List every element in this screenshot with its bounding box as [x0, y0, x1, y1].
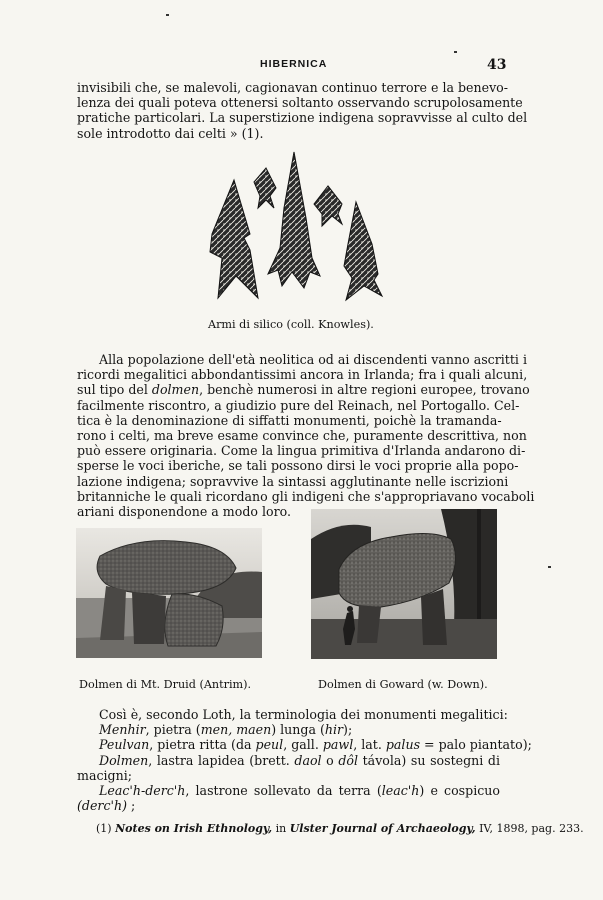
- footnote-journal: Ulster Journal of Archaeology,: [289, 822, 476, 835]
- page-number: 43: [487, 57, 507, 73]
- text-line: rono i celti, ma breve esame convince che, puramente descrittiva, non: [77, 428, 527, 444]
- arrowhead-icon: [268, 152, 320, 288]
- footnote-title: Notes on Irish Ethnology,: [115, 822, 273, 835]
- arrowhead-icon: [314, 186, 342, 226]
- footnote-number: (1): [96, 822, 112, 835]
- text-line: Leac'h-derc'h, lastrone sollevato da terra (leac'h) e cospicuo: [99, 783, 500, 799]
- text-line: Peulvan, pietra ritta (da peul, gall. pawl, lat. palus = palo piantato);: [99, 737, 532, 753]
- text-line: pratiche particolari. La superstizione indigena sopravvisse al culto del: [77, 110, 528, 126]
- scan-speck: [548, 566, 551, 568]
- arrowhead-icon: [254, 168, 276, 208]
- text-line: può essere originaria. Come la lingua primitiva d'Irlanda andarono di-: [77, 443, 526, 459]
- text-line: ariani disponendone a modo loro.: [77, 504, 291, 520]
- text-line: tica è la denominazione di siffatti monumenti, poichè la tramanda-: [77, 412, 502, 428]
- text-line: sul tipo del dolmen, benchè numerosi in altre regioni europee, trovano: [77, 382, 530, 398]
- text-line: lenza dei quali poteva ottenersi soltanto osservando scrupolosamente: [77, 95, 523, 111]
- text-line: Così è, secondo Loth, la terminologia dei monumenti megalitici:: [99, 707, 508, 722]
- text-line: Menhir, pietra (men, maen) lunga (hir);: [99, 722, 353, 738]
- text-line: Dolmen, lastra lapidea (brett. daol o dôl távola) su sostegni di: [99, 752, 500, 768]
- photo-caption-left: Dolmen di Mt. Druid (Antrim).: [79, 678, 252, 691]
- dolmen-mt-druid-photo: [76, 528, 262, 658]
- paragraph-3: [77, 707, 532, 814]
- text-line: sperse le voci iberiche, se tali possono dirsi le voci proprie alla popo-: [77, 458, 519, 474]
- text-line: invisibili che, se malevoli, cagionavan continuo terrore e la benevo-: [77, 80, 509, 95]
- term-peulvan: Peulvan: [99, 737, 150, 753]
- text-line: lazione indigena; sopravvive la sintassi agglutinante nelle iscrizioni: [77, 473, 509, 489]
- text-line: facilmente riscontro, a giudizio pure del Reinach, nel Portogallo. Cel-: [77, 397, 520, 413]
- scan-speck: [454, 51, 457, 53]
- text-line: sole introdotto dai celti » (1).: [77, 125, 264, 141]
- arrowhead-icon: [210, 180, 258, 298]
- text-line: ricordi megalitici abbondantissimi ancora in Irlanda; fra i quali alcuni,: [77, 367, 528, 383]
- text-line: Alla popolazione dell'età neolitica od ai discendenti vanno ascritti i: [99, 352, 527, 367]
- term-leach-derch: Leac'h-derc'h: [99, 783, 186, 799]
- scan-speck: [166, 14, 169, 16]
- term-menhir: Menhir: [99, 722, 146, 738]
- text-line: (derc'h) ;: [77, 798, 136, 814]
- arrowheads-drawing: [196, 148, 396, 308]
- dolmen-photo-icon: [76, 528, 262, 658]
- term-dolmen: dolmen: [151, 382, 200, 398]
- term-dolmen: Dolmen: [99, 752, 149, 768]
- figure-caption: Armi di silico (coll. Knowles).: [208, 318, 374, 331]
- paragraph-1: [77, 80, 528, 141]
- dolmen-goward-photo: [311, 509, 497, 659]
- text-line: britanniche le quali ricordano gli indigeni che s'appropriavano vocaboli: [77, 488, 535, 504]
- text-line: macigni;: [77, 767, 132, 783]
- footnote: (1) Notes on Irish Ethnology, in Ulster Journal of Archaeology, IV, 1898, pag. 233.: [96, 822, 584, 835]
- running-title: HIBERNICA: [260, 58, 328, 70]
- flint-arrowheads-illustration: [196, 148, 396, 308]
- photo-caption-right: Dolmen di Goward (w. Down).: [318, 678, 488, 691]
- dolmen-photo-icon: [311, 509, 497, 659]
- arrowhead-icon: [344, 202, 382, 300]
- paragraph-2: [77, 352, 535, 520]
